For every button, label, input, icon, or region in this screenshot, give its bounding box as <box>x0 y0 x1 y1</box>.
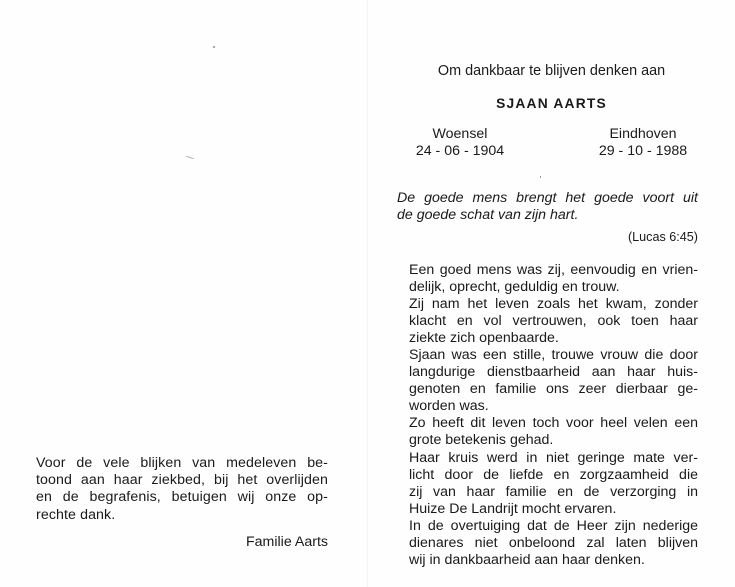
memorial-line: Huize De Landrijt mocht ervaren. <box>409 500 617 517</box>
paper-speck <box>186 156 194 160</box>
memorial-line: zij van haar familie en de verzorging in <box>409 483 698 500</box>
card-fold <box>367 0 368 587</box>
paper-speck <box>213 46 215 48</box>
memorial-line: genoten en familie ons zeer dierbaar ge- <box>409 381 698 398</box>
quote-reference: (Lucas 6:45) <box>627 230 698 244</box>
memorial-line: Een goed mens was zij, eenvoudig en vrien- <box>409 262 698 278</box>
birth-info <box>405 126 515 160</box>
memorial-line: dienares niet onbeloond zal laten blijven <box>409 534 698 551</box>
thanks-line: Voor de vele blijken van medeleven be- <box>36 455 328 471</box>
memorial-line: wij in dankbaarheid aan haar denken. <box>409 551 645 568</box>
memorial-line: Zij nam het leven zoals het kwam, zonder <box>409 296 698 313</box>
memorial-text <box>409 262 698 569</box>
death-place: Eindhoven <box>609 126 677 142</box>
family-signature: Familie Aarts <box>246 534 328 550</box>
death-date: 29 - 10 - 1988 <box>598 143 688 159</box>
quote-line: de goede schat van zijn hart. <box>397 206 579 223</box>
memorial-line: grote betekenis gehad. <box>409 432 554 449</box>
thanks-line: rechte dank. <box>36 506 116 523</box>
memorial-line: licht door de liefde en zorgzaamheid die <box>409 466 698 483</box>
thank-you-note <box>36 455 328 524</box>
intro-line: Om dankbaar te blijven denken aan <box>437 63 666 79</box>
memorial-line: worden was. <box>409 398 489 415</box>
birth-date: 24 - 06 - 1904 <box>415 143 505 159</box>
thanks-line: toond aan haar ziekbed, bij het overlijden <box>36 472 328 489</box>
thanks-line: en de begrafenis, betuigen wij onze op- <box>36 489 328 506</box>
memorial-line: In de overtuiging dat de Heer zijn nederige <box>409 517 698 534</box>
birth-place: Woensel <box>432 126 488 142</box>
memorial-line: langdurige dienstbaarheid aan haar huis- <box>409 364 698 381</box>
memorial-line: ziekte zich openbaarde. <box>409 330 559 347</box>
memorial-line: Sjaan was een stille, trouwe vrouw die door <box>409 347 698 364</box>
memorial-line: Haar kruis werd in niet geringe mate ver- <box>409 449 698 466</box>
deceased-name: SJAAN AARTS <box>496 96 607 111</box>
paper-speck <box>540 176 541 178</box>
memorial-line: klacht en vol vertrouwen, ook toen haar <box>409 313 698 330</box>
death-info <box>588 126 698 160</box>
memorial-line: delijk, oprecht, geduldig en trouw. <box>409 279 620 296</box>
quote-line: De goede mens brengt het goede voort uit <box>397 190 698 206</box>
bible-quote <box>397 190 698 223</box>
memorial-line: Zo heeft dit leven toch voor heel velen een <box>409 415 698 432</box>
